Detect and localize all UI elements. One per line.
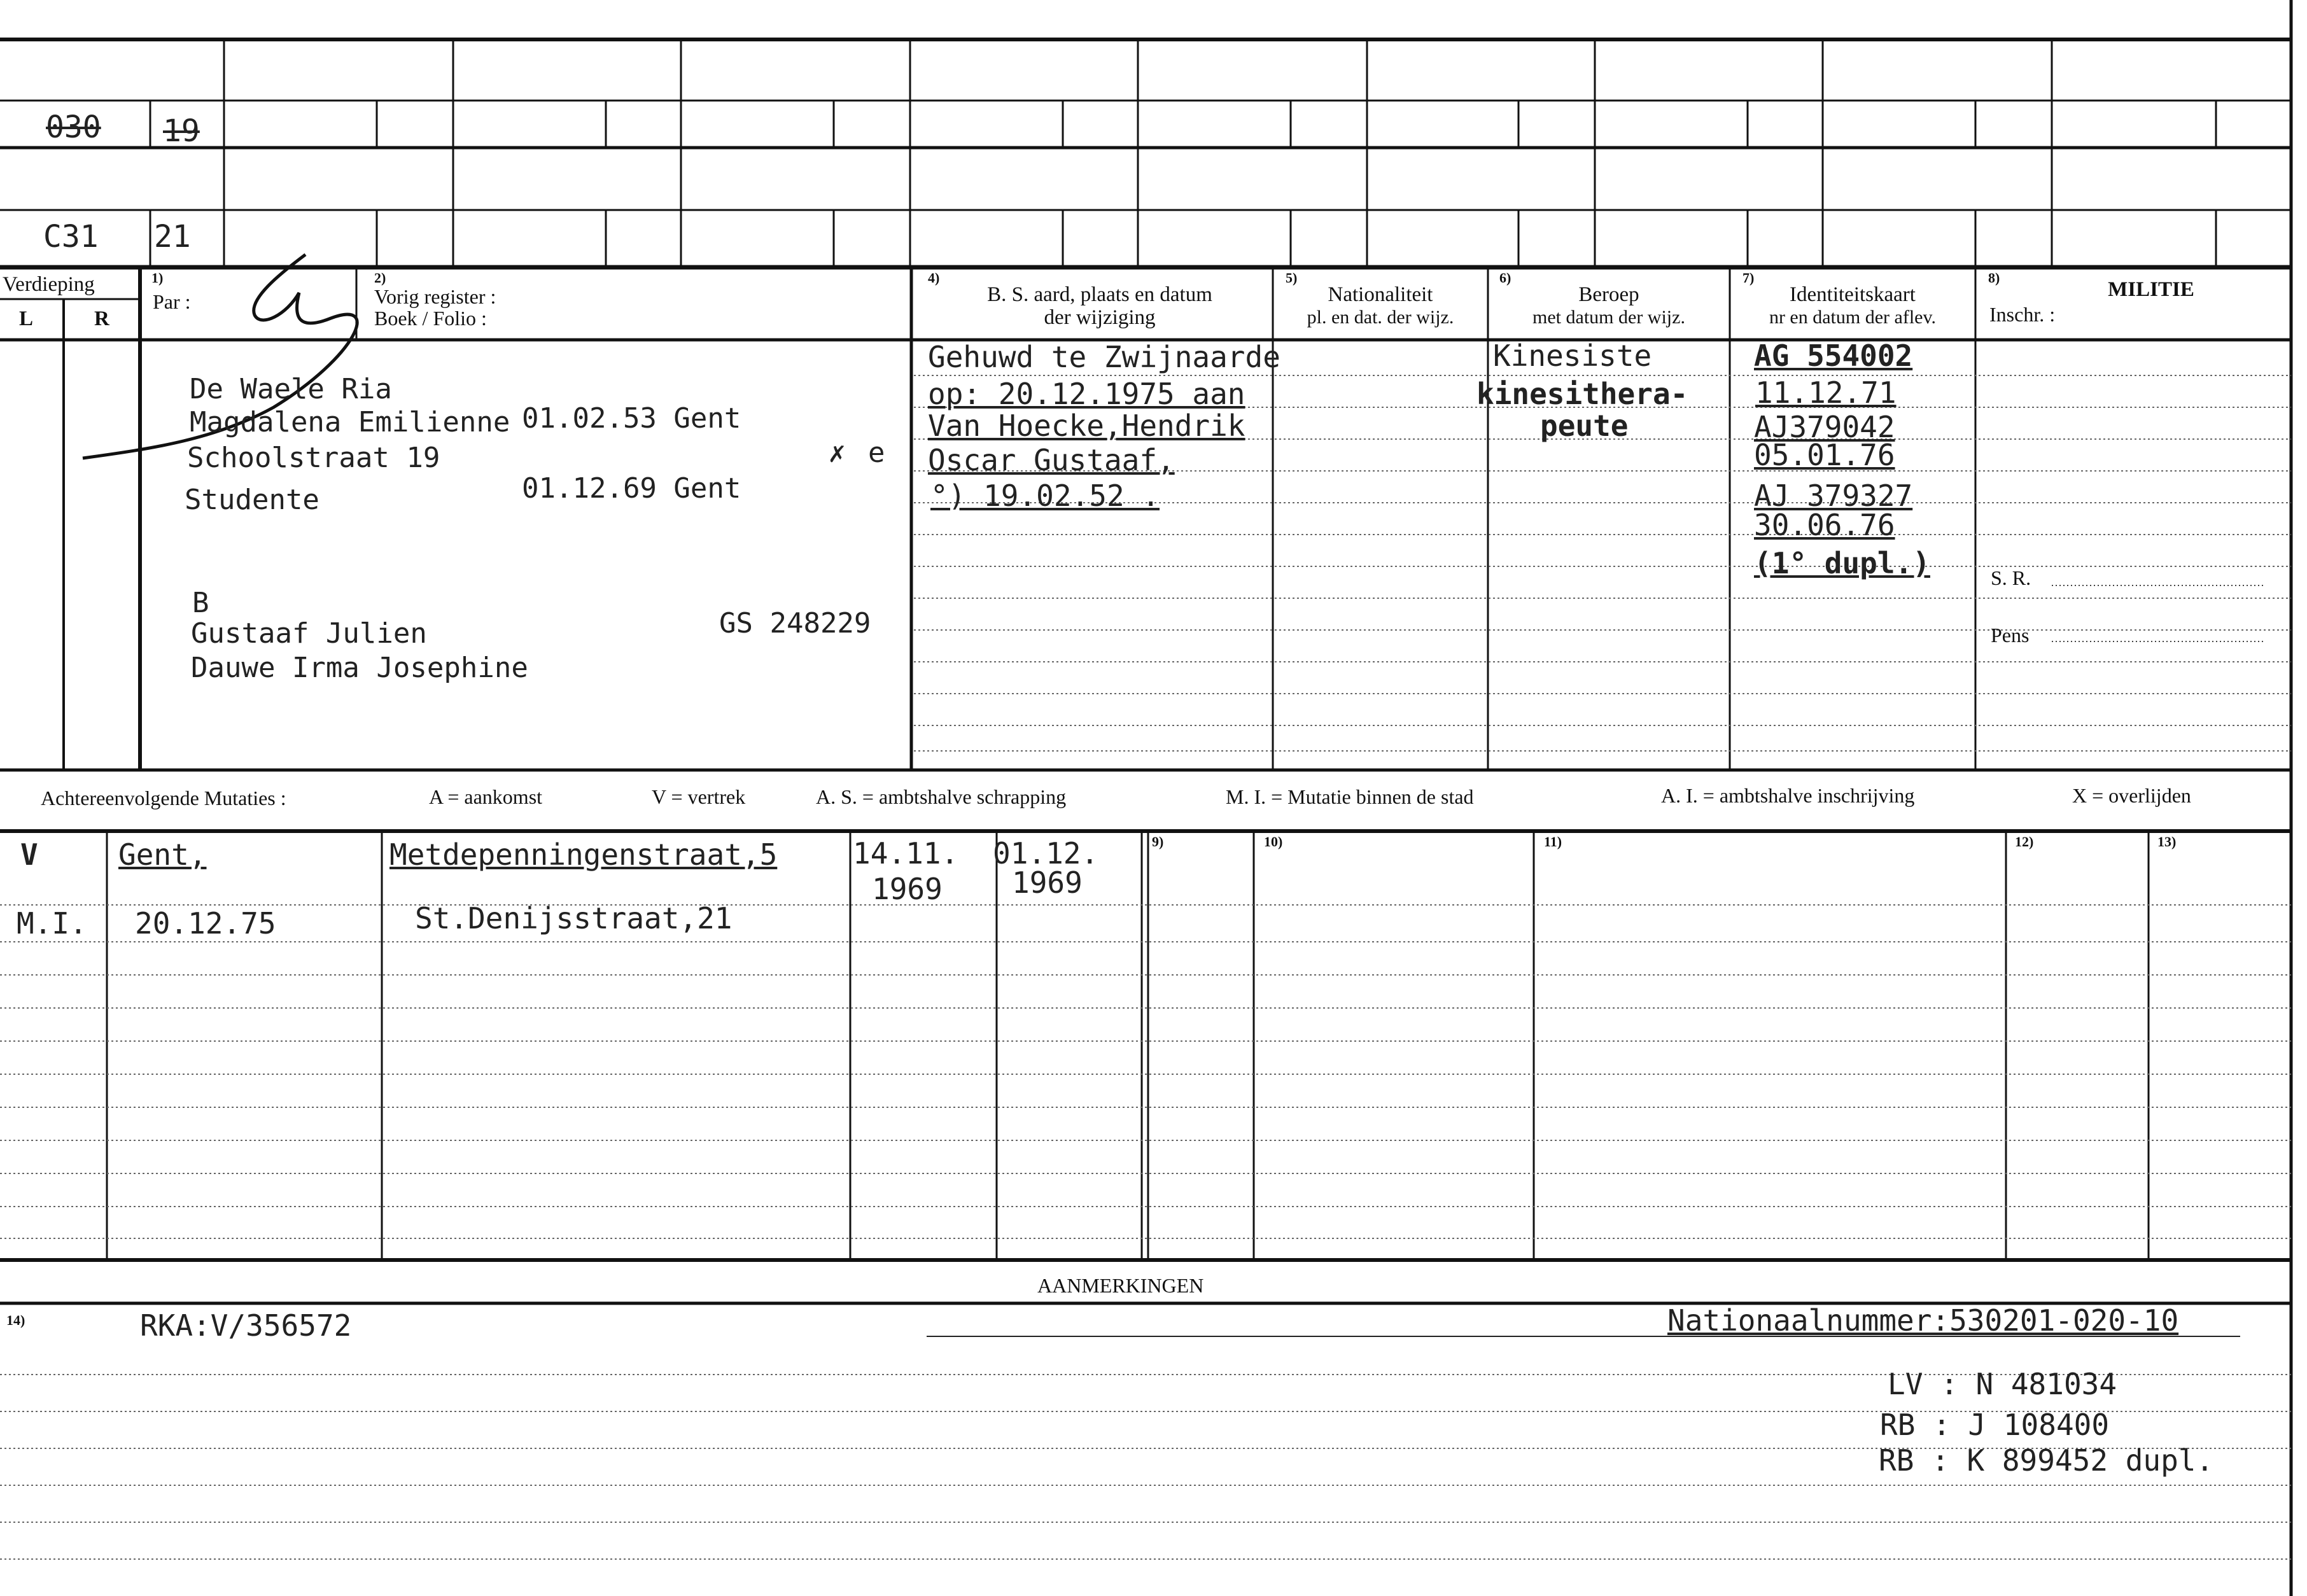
person-first-names: Magdalena Emilienne — [190, 406, 510, 438]
person-registration-date: 01.12.69 Gent — [522, 472, 741, 505]
mutation-col-10: 10) — [1264, 834, 1283, 850]
id-card-line-5: AJ 379327 — [1754, 479, 1913, 513]
struck-x-mark-icon: ✗ — [829, 437, 846, 469]
remarks-title: AANMERKINGEN — [1037, 1274, 1204, 1297]
mutation-1-date2: 01.12. — [993, 836, 1099, 871]
id-card-line-1: AG 554002 — [1754, 339, 1913, 373]
mutation-1-date2-year: 1969 — [1012, 865, 1083, 900]
header-r: R — [94, 307, 109, 330]
person-name: De Waele Ria — [190, 373, 392, 405]
mutation-2-place: 20.12.75 — [135, 906, 276, 941]
legend-x: X = overlijden — [2072, 784, 2191, 807]
mutation-1-address: Metdepenningenstraat,5 — [389, 837, 778, 872]
civil-status-line-3: Van Hoecke,Hendrik — [928, 409, 1245, 443]
col5-number: 5) — [1286, 270, 1298, 286]
mutation-col-9: 9) — [1152, 834, 1164, 850]
register-number-old: 030 — [46, 109, 101, 145]
mutation-col-13: 13) — [2157, 834, 2177, 850]
mutation-1-type: V — [20, 837, 38, 872]
legend-as: A. S. = ambtshalve schrapping — [816, 785, 1067, 808]
id-card-line-3: AJ379042 — [1754, 410, 1895, 444]
militia-pens-label: Pens — [1991, 624, 2030, 647]
mutation-1-date1: 14.11. — [853, 836, 959, 871]
col4-header-line2: der wijziging — [1044, 306, 1156, 329]
person-marker-b: B — [192, 587, 209, 619]
profession-line-3: peute — [1540, 409, 1629, 443]
remarks-rb-1: RB : J 108400 — [1880, 1408, 2110, 1442]
legend-mi: M. I. = Mutatie binnen de stad — [1226, 785, 1474, 808]
id-card-line-4: 05.01.76 — [1754, 438, 1895, 472]
col7-header-line2: nr en datum der aflev. — [1769, 307, 1937, 328]
legend-a: A = aankomst — [429, 785, 543, 808]
mutation-col-11: 11) — [1544, 834, 1562, 850]
col5-header-line2: pl. en dat. der wijz. — [1307, 307, 1454, 328]
person-father-name: Gustaaf Julien — [191, 617, 427, 650]
mutation-2-address: St.Denijsstraat,21 — [415, 901, 733, 935]
person-gs-number: GS 248229 — [719, 607, 871, 640]
mutation-1-date1-year: 1969 — [872, 872, 943, 906]
civil-status-line-2: op: 20.12.1975 aan — [928, 377, 1245, 411]
id-card-line-7: (1° dupl.) — [1754, 546, 1930, 580]
legend-v: V = vertrek — [652, 785, 746, 808]
register-folio: 21 — [154, 219, 191, 255]
id-card-line-2: 11.12.71 — [1755, 375, 1897, 410]
col4-header-line1: B. S. aard, plaats en datum — [987, 283, 1212, 306]
col4-number: 4) — [928, 270, 940, 286]
col6-number: 6) — [1499, 270, 1511, 286]
id-card-line-6: 30.06.76 — [1754, 508, 1895, 542]
col7-number: 7) — [1743, 270, 1755, 286]
mutation-1-place: Gent, — [118, 837, 207, 872]
header-verdieping: Verdieping — [3, 273, 95, 296]
register-folio-old: 19 — [163, 113, 200, 149]
remarks-rka: RKA:V/356572 — [140, 1308, 352, 1343]
col2-vorig-register: Vorig register : — [374, 285, 496, 308]
person-birth-date: 01.02.53 Gent — [522, 402, 741, 435]
col8-militie-title: MILITIE — [2108, 278, 2194, 301]
mutation-col-12: 12) — [2015, 834, 2034, 850]
civil-status-line-4: Oscar Gustaaf, — [928, 443, 1175, 477]
profession-line-1: Kinesiste — [1493, 339, 1652, 373]
col1-number: 1) — [151, 270, 164, 286]
militia-sr-label: S. R. — [1991, 566, 2031, 589]
col1-par-label: Par : — [153, 290, 191, 313]
col8-inschr-label: Inschr. : — [1989, 303, 2056, 326]
header-l: L — [19, 307, 34, 330]
remarks-lv: LV : N 481034 — [1888, 1367, 2117, 1401]
person-address: Schoolstraat 19 — [187, 442, 440, 474]
register-number: C31 — [43, 219, 99, 255]
remarks-number: 14) — [6, 1312, 25, 1328]
col5-header-line1: Nationaliteit — [1328, 283, 1433, 306]
legend-ai: A. I. = ambtshalve inschrijving — [1661, 784, 1915, 807]
legend-title: Achtereenvolgende Mutaties : — [41, 787, 286, 809]
col6-header-line2: met datum der wijz. — [1532, 307, 1685, 328]
profession-line-2: kinesithera- — [1476, 377, 1688, 411]
mutation-2-type: M.I. — [17, 906, 87, 941]
col6-header-line1: Beroep — [1578, 283, 1639, 306]
col2-boek-folio: Boek / Folio : — [374, 307, 487, 330]
col8-number: 8) — [1988, 270, 2000, 286]
civil-status-line-1: Gehuwd te Zwijnaarde — [928, 340, 1280, 374]
remarks-rb-2: RB : K 899452 dupl. — [1879, 1443, 2214, 1478]
col2-number: 2) — [374, 270, 386, 286]
person-profession: Studente — [185, 484, 319, 516]
civil-status-line-5: °) 19.02.52 . — [930, 479, 1160, 513]
remarks-national-number: Nationaalnummer:530201-020-10 — [1667, 1303, 2179, 1338]
person-mother-name: Dauwe Irma Josephine — [191, 652, 528, 684]
person-sex-marker: e — [868, 437, 885, 469]
col7-header-line1: Identiteitskaart — [1790, 283, 1916, 306]
